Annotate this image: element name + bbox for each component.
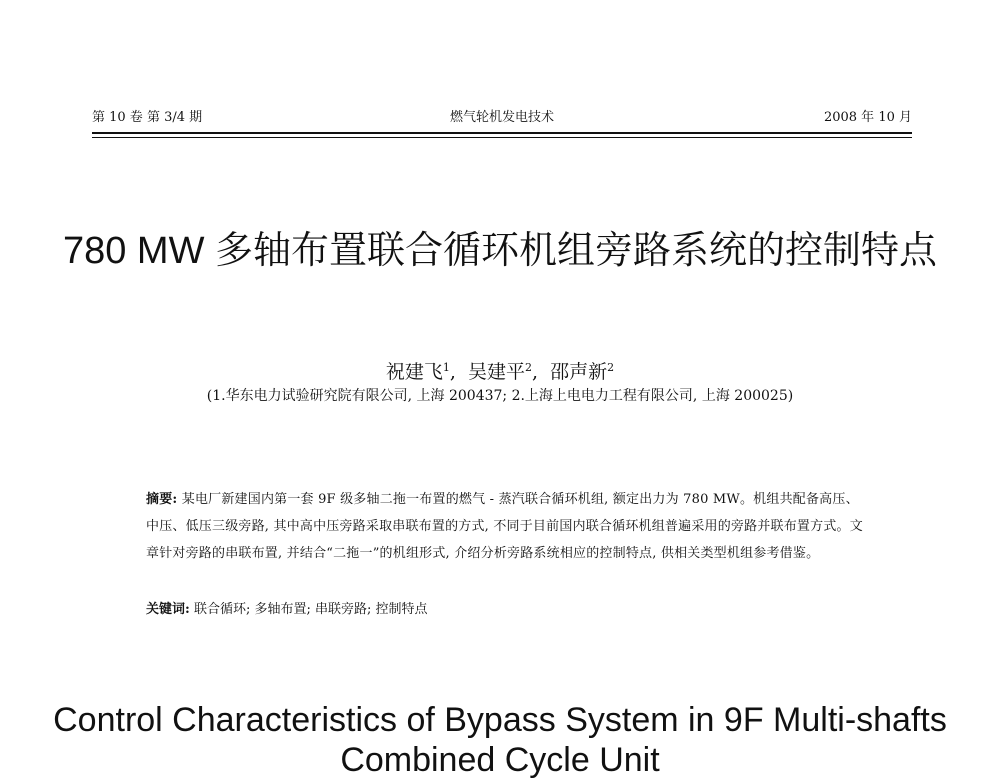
- header-rule-thin: [92, 137, 912, 138]
- author-affiliation-mark: 2: [525, 361, 532, 374]
- author-affiliation-mark: 1: [442, 361, 450, 374]
- author-name: 吴建平: [467, 361, 525, 383]
- publication-date: 2008 年 10 月: [823, 110, 912, 125]
- running-header: [92, 106, 912, 126]
- author-affiliation-mark: 2: [607, 361, 615, 374]
- chinese-title: 780 MW 多轴布置联合循环机组旁路系统的控制特点: [62, 230, 938, 272]
- author-name: 祝建飞: [385, 361, 443, 383]
- volume-issue: 第 10 卷 第 3/4 期: [92, 110, 203, 125]
- abstract-label: 摘要:: [146, 492, 178, 507]
- keywords-text: 联合循环; 多轴布置; 串联旁路; 控制特点: [193, 602, 428, 617]
- author-list: 祝建飞$^1$, 吴建平$^2$, 邵声新$^2$: [385, 361, 615, 383]
- author-name: 邵声新: [550, 361, 608, 383]
- header-rule-thick: [92, 132, 912, 134]
- english-title: Control Characteristics of Bypass System in 9F Multi-shafts Combined Cycle Unit: [53, 701, 947, 779]
- journal-name: 燃气轮机发电技术: [449, 110, 554, 125]
- keywords: [146, 598, 866, 622]
- abstract: [146, 486, 866, 567]
- affiliation: (1.华东电力试验研究院有限公司, 上海 200437; 2.上海上电电力工程有限公司, 上海 200025): [206, 388, 794, 404]
- keywords-label: 关键词:: [146, 602, 190, 617]
- abstract-text: 某电厂新建国内第一套 9F 级多轴二拖一布置的燃气 - 蒸汽联合循环机组, 额定出力为 780 MW。机组共配备高压、中压、低压三级旁路, 其中高中压旁路采取串联布置的方式, 不同于目前国内联合循环机组普遍采用的旁路并联布置方式。文章针对旁路的串联布置, 并结合“二拖一”的机组形式, 介绍分析旁路系统相应的控制特点, 供相关类型机组参考借鉴。: [146, 492, 863, 561]
